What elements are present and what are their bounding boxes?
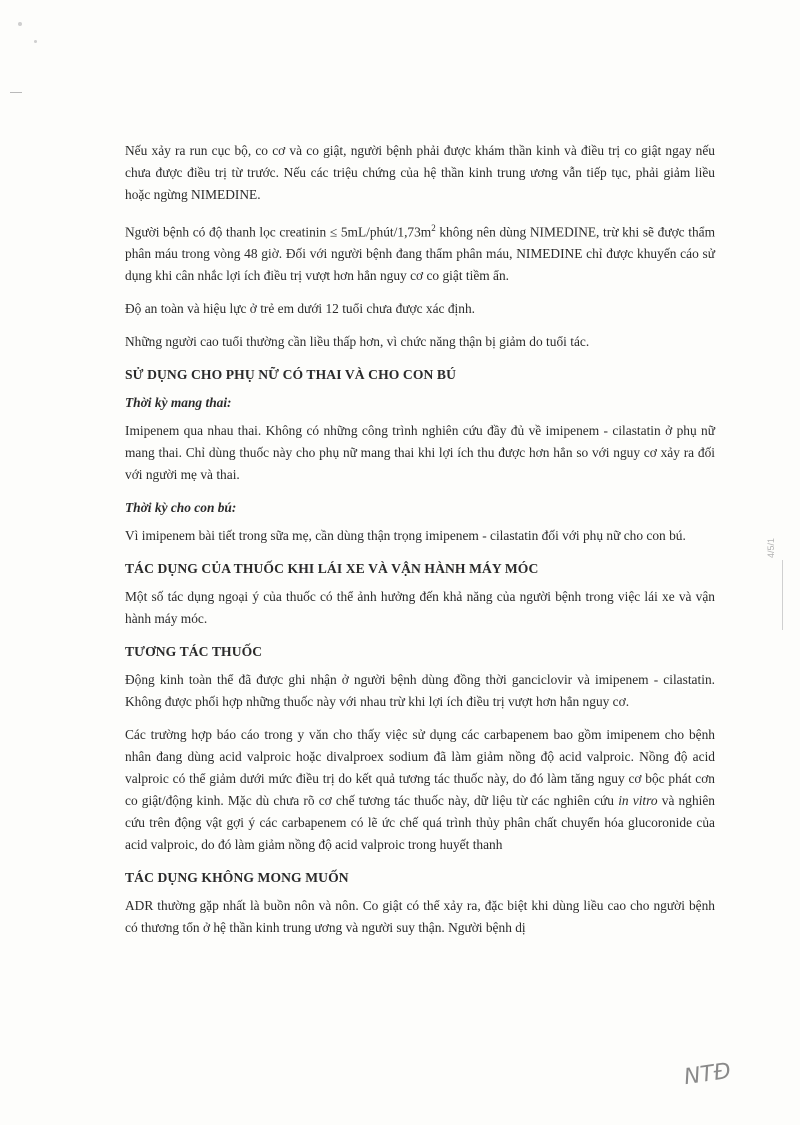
margin-tick xyxy=(782,560,783,630)
text-fragment: không nên dùng NIMEDINE, trừ khi sẽ được thẩm phân máu trong vòng 48 giờ. Đối với người bệnh đang thẩm phân máu, NIMEDINE chỉ được khuyến cáo sử dụng khi cân nhắc lợi ích điều trị vượt hơn hẳn nguy cơ co giật tiềm ẩn. xyxy=(125,224,716,284)
heading-driving: TÁC DỤNG CỦA THUỐC KHI LÁI XE VÀ VẬN HÀNH MÁY MÓC xyxy=(125,561,539,577)
paragraph-pediatric: Độ an toàn và hiệu lực ở trẻ em dưới 12 tuổi chưa được xác định. xyxy=(125,301,475,317)
subheading-breastfeeding: Thời kỳ cho con bú: xyxy=(125,500,237,516)
superscript: 2 xyxy=(431,223,436,233)
heading-pregnancy-breastfeeding: SỬ DỤNG CHO PHỤ NỮ CÓ THAI VÀ CHO CON BÚ xyxy=(125,367,457,383)
paragraph-seizure-management: Nếu xảy ra run cục bộ, co cơ và co giật, người bệnh phải được khám thần kinh và điều trị co giật ngay nếu chưa được điều trị từ trước. Nếu các triệu chứng của hệ thần kinh trung ương vẫn tiếp tục, phải giảm liều hoặc ngừng NIMEDINE. xyxy=(125,143,715,202)
paragraph-adverse-effects: ADR thường gặp nhất là buồn nôn và nôn. Co giật có thể xảy ra, đặc biệt khi dùng liều cao cho người bệnh có thương tổn ở hệ thần kinh trung ương và người suy thận. Người bệnh dị xyxy=(125,898,715,936)
paragraph-breastfeeding: Vì imipenem bài tiết trong sữa mẹ, cần dùng thận trọng imipenem - cilastatin đối với phụ nữ cho con bú. xyxy=(125,528,686,544)
text-fragment: Người bệnh có độ thanh lọc creatinin ≤ 5mL/phút/1,73m xyxy=(125,224,432,240)
heading-interactions: TƯƠNG TÁC THUỐC xyxy=(125,644,263,660)
paragraph-valproic-acid xyxy=(125,724,715,856)
paragraph-pregnancy: Imipenem qua nhau thai. Không có những công trình nghiên cứu đầy đủ về imipenem - cilastatin ở phụ nữ mang thai. Chỉ dùng thuốc này cho phụ nữ mang thai khi lợi ích thu được hơn hẳn so với nguy cơ xảy ra đối với người mẹ và thai. xyxy=(125,423,715,483)
paragraph-ganciclovir: Động kinh toàn thể đã được ghi nhận ở người bệnh dùng đồng thời ganciclovir và imipenem - cilastatin. Không được phối hợp những thuốc này với nhau trừ khi lợi ích điều trị vượt hơn hẳn nguy cơ. xyxy=(125,672,715,710)
paragraph-driving: Một số tác dụng ngoại ý của thuốc có thể ảnh hưởng đến khả năng của người bệnh trong việc lái xe và vận hành máy móc. xyxy=(125,589,715,627)
scan-speck xyxy=(34,40,37,43)
document-body xyxy=(125,140,715,950)
paragraph-elderly: Những người cao tuổi thường cần liều thấp hơn, vì chức năng thận bị giảm do tuổi tác. xyxy=(125,334,590,350)
italic-term: in vitro xyxy=(618,793,658,809)
margin-tick xyxy=(10,92,22,93)
text-fragment: và nghiên cứu trên động vật gợi ý các carbapenem có lẽ ức chế quá trình thủy phân chất chuyển hóa glucoronide của acid valproic, do đó làm giảm nồng độ acid valproic trong huyết thanh xyxy=(125,793,716,853)
text-fragment: Các trường hợp báo cáo trong y văn cho thấy việc sử dụng các carbapenem bao gồm imipenem cho bệnh nhân đang dùng acid valproic hoặc divalproex sodium đã làm giảm nồng độ acid valproic. Nồng độ acid valproic có thể giảm dưới mức điều trị do kết quả tương tác thuốc này, do đó làm tăng nguy cơ bộc phát cơn co giật/động kinh. Mặc dù chưa rõ cơ chế tương tác thuốc này, dữ liệu từ các nghiên cứu xyxy=(125,727,715,809)
margin-note: 4/5/1 xyxy=(766,538,776,559)
heading-adverse-effects: TÁC DỤNG KHÔNG MONG MUỐN xyxy=(125,870,349,886)
scan-speck xyxy=(18,22,22,26)
subheading-pregnancy: Thời kỳ mang thai: xyxy=(125,395,232,411)
paragraph-renal-dosing xyxy=(125,217,715,287)
handwritten-initials: NTĐ xyxy=(682,1058,733,1091)
